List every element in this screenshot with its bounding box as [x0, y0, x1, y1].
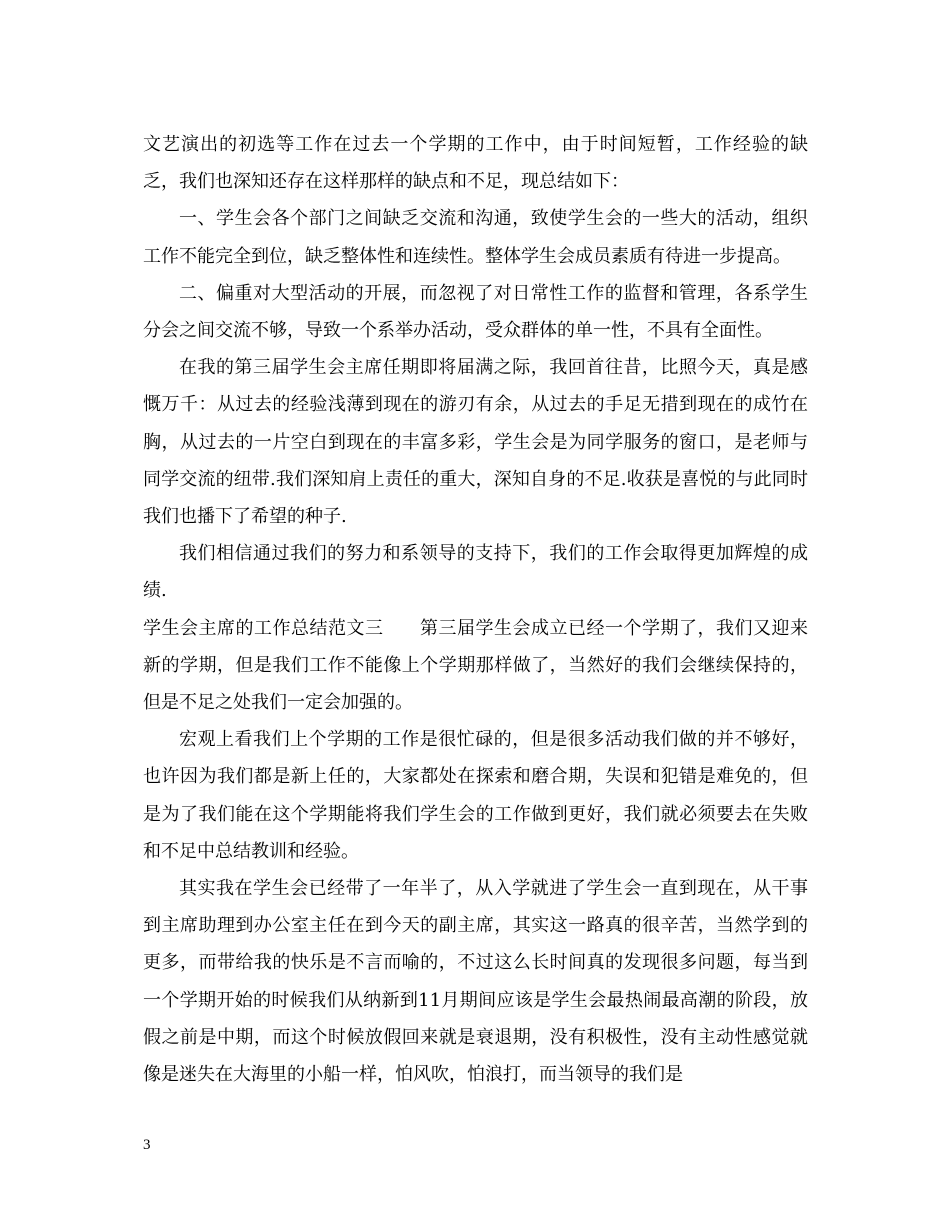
paragraph-3: 二、偏重对大型活动的开展，而忽视了对日常性工作的监督和管理，各系学生分会之间交流不够，导致一个系举办活动，受众群体的单一性，不具有全面性。	[143, 282, 808, 342]
document-body	[143, 126, 808, 1093]
paragraph-1: 文艺演出的初选等工作在过去一个学期的工作中，由于时间短暂，工作经验的缺乏，我们也深知还存在这样那样的缺点和不足，现总结如下：	[143, 134, 808, 193]
section-first-paragraph: 第三届学生会成立已经一个学期了，我们又迎来新的学期，但是我们工作不能像上个学期那样做了，当然好的我们会继续保持的，但是不足之处我们一定会加强的。	[143, 617, 808, 714]
section-heading-paragraph	[143, 610, 808, 722]
paragraph-4: 在我的第三届学生会主席任期即将届满之际，我回首往昔，比照今天，真是感慨万千：从过去的经验浅薄到现在的游刃有余，从过去的手足无措到现在的成竹在胸，从过去的一片空白到现在的丰富多彩，学生会是为同学服务的窗口，是老师与同学交流的纽带.我们深知肩上责任的重大，深知自身的不足.收获是喜悦的与此同时我们也播下了希望的种子.	[143, 357, 808, 528]
section-heading: 学生会主席的工作总结范文三	[143, 617, 384, 639]
paragraph-6: 宏观上看我们上个学期的工作是很忙碌的，但是很多活动我们做的并不够好，也许因为我们都是新上任的，大家都处在探索和磨合期，失误和犯错是难免的，但是为了我们能在这个学期能将我们学生会的工作做到更好，我们就必须要去在失败和不足中总结教训和经验。	[143, 729, 808, 862]
paragraph-5: 我们相信通过我们的努力和系领导的支持下，我们的工作会取得更加辉煌的成绩.	[143, 543, 808, 602]
paragraph-2: 一、学生会各个部门之间缺乏交流和沟通，致使学生会的一些大的活动，组织工作不能完全到位，缺乏整体性和连续性。整体学生会成员素质有待进一步提高。	[143, 208, 808, 267]
page-number: 3	[143, 1137, 151, 1153]
paragraph-7: 其实我在学生会已经带了一年半了，从入学就进了学生会一直到现在，从干事到主席助理到办公室主任在到今天的副主席，其实这一路真的很辛苦，当然学到的更多，而带给我的快乐是不言而喻的，不过这么长时间真的发现很多问题，每当到一个学期开始的时候我们从纳新到11月期间应该是学生会最热闹最高潮的阶段，放假之前是中期，而这个时候放假回来就是衰退期，没有积极性，没有主动性感觉就像是迷失在大海里的小船一样，怕风吹，怕浪打，而当领导的我们是	[143, 878, 808, 1086]
